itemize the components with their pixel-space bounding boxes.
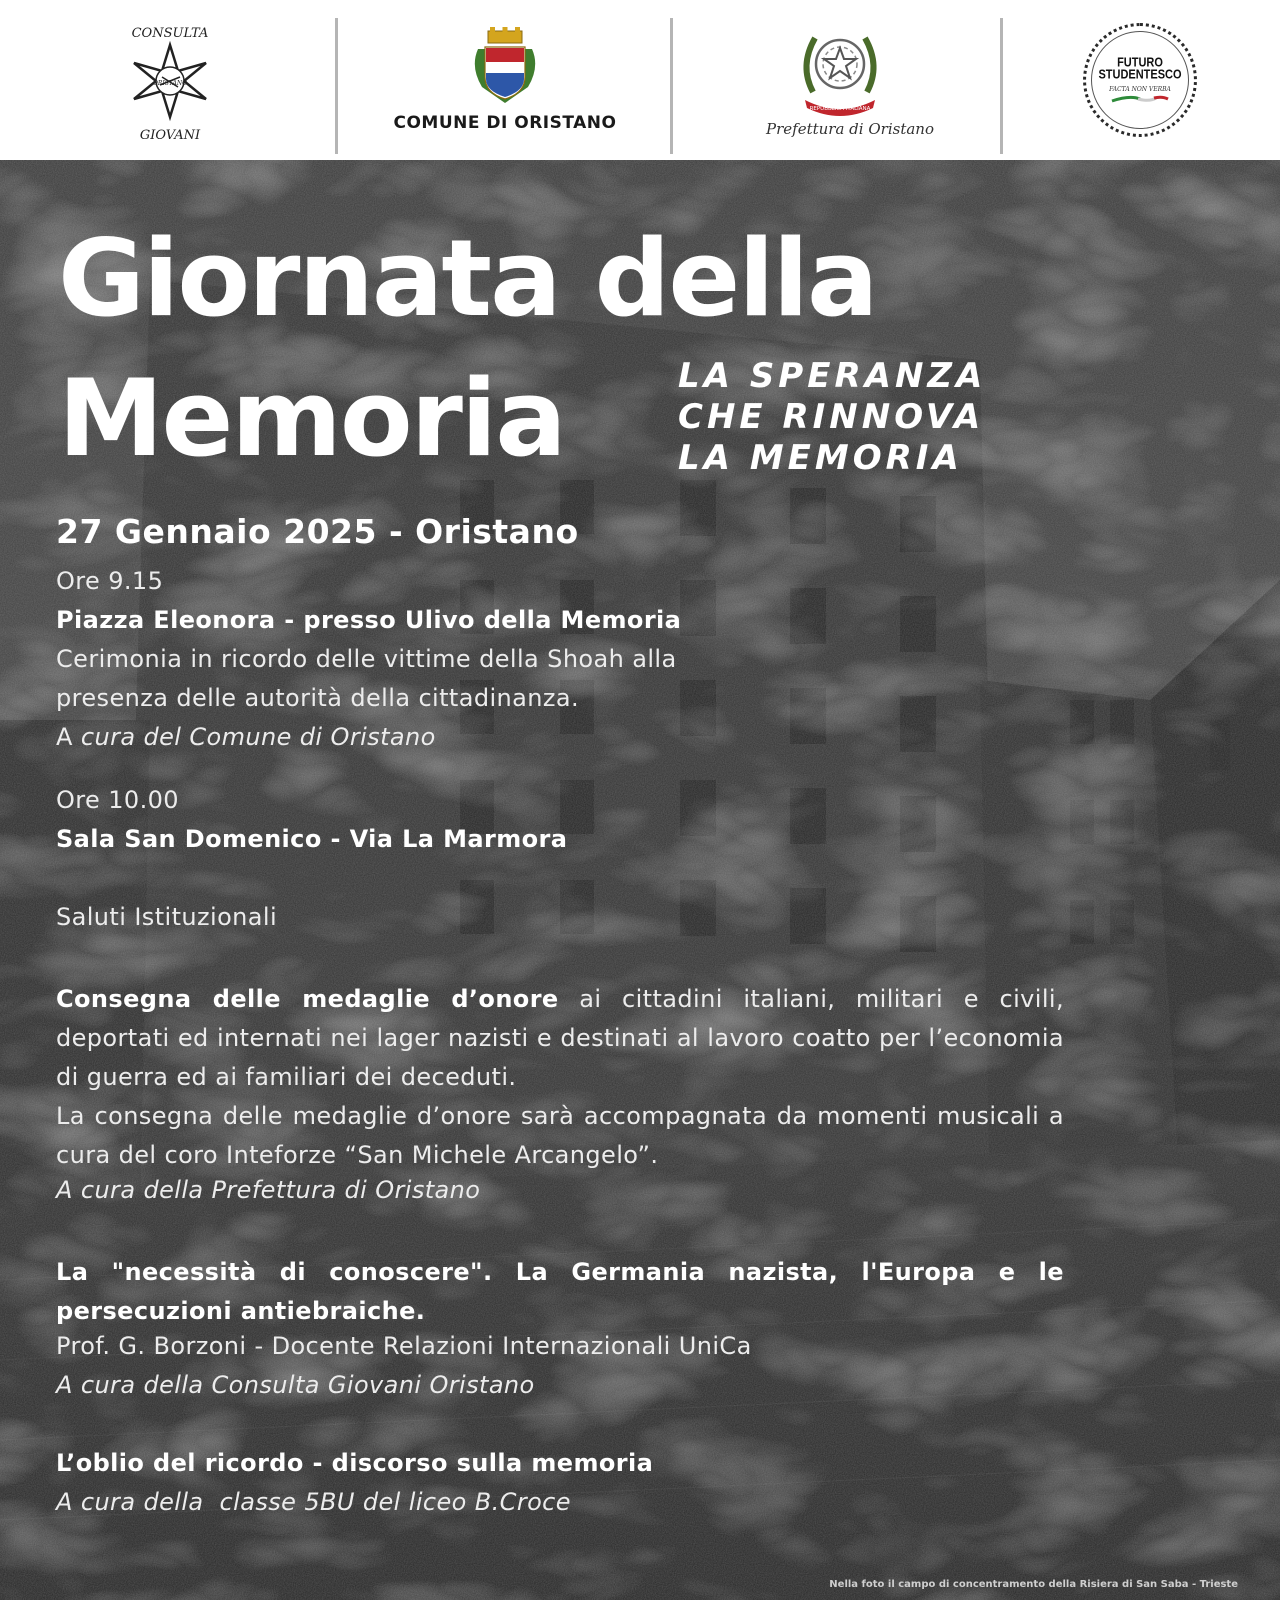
coat-of-arms-icon: [468, 27, 542, 107]
consulta-bottom-text: GIOVANI: [139, 128, 201, 143]
medals-paragraph: [56, 980, 1064, 1097]
consulta-center-text: ORISTANO: [152, 80, 188, 87]
photo-credit: Nella foto il campo di concentramento della Risiera di San Saba - Trieste: [829, 1579, 1238, 1590]
speech-title: L’oblio del ricordo - discorso sulla memoria: [56, 1449, 654, 1477]
medals-rest: ai cittadini italiani, militari e civili, deportati ed internati nei lager nazisti e destinati al lavoro coatto per l’economia di guerra ed ai familiari dei deceduti.: [56, 985, 1064, 1091]
event1-organizer-prefix: A: [56, 723, 81, 751]
choir-paragraph: La consegna delle medaglie d’onore sarà accompagnata da momenti musicali a cura del coro Inteforze “San Michele Arcangelo”.: [56, 1102, 1064, 1169]
title-line1: Giornata della: [58, 217, 877, 340]
comune-name: COMUNE DI ORISTANO: [393, 113, 617, 133]
event1-organizer: [56, 722, 436, 752]
circular-badge-icon: [1083, 23, 1197, 137]
event-date: 27 Gennaio 2025 - Oristano: [56, 512, 579, 551]
subtitle-line3: LA MEMORIA: [678, 438, 963, 478]
event2-time: Ore 10.00: [56, 786, 179, 814]
event1-desc-line2: presenza delle autorità della cittadinanza.: [56, 684, 580, 712]
medals-organizer: A cura della Prefettura di Oristano: [56, 1176, 481, 1204]
futuro-studentesco-logo: [1070, 0, 1210, 160]
tricolor-swoosh-icon: [1110, 95, 1170, 103]
event1-organizer-name: cura del Comune di Oristano: [80, 723, 436, 751]
italian-republic-emblem-icon: [795, 22, 885, 118]
event2-greetings: Saluti Istituzionali: [56, 903, 278, 931]
consulta-top-text: CONSULTA: [131, 26, 209, 41]
event1-time: Ore 9.15: [56, 567, 164, 595]
consulta-giovani-logo: [100, 0, 240, 160]
prefettura-logo: [690, 0, 990, 160]
talk-organizer: A cura della Consulta Giovani Oristano: [56, 1371, 535, 1399]
event2-place: Sala San Domenico - Via La Marmora: [56, 825, 568, 853]
medals-bold: Consegna delle medaglie d’onore: [56, 985, 559, 1013]
star-badge-icon: [110, 15, 230, 145]
subtitle-line1: LA SPERANZA: [678, 356, 987, 396]
talk-title: La "necessità di conoscere". La Germania nazista, l'Europa e le persecuzioni antiebraiche.: [56, 1258, 1064, 1325]
futuro-line2: STUDENTESCO: [1098, 67, 1182, 83]
subtitle: [678, 356, 986, 479]
futuro-line1: FUTURO: [1117, 55, 1163, 71]
futuro-motto: FACTA NON VERBA: [1109, 86, 1171, 93]
title-line2: Memoria: [58, 357, 565, 480]
prefettura-name: Prefettura di Oristano: [766, 120, 934, 138]
poster-content: [0, 160, 1280, 1600]
emblem-ribbon-text: REPUBBLICA ITALIANA: [809, 106, 871, 112]
event1-desc-line1: Cerimonia in ricordo delle vittime della Shoah alla: [56, 645, 677, 673]
header-divider: [670, 18, 673, 154]
logo-header: [0, 0, 1280, 160]
header-divider: [1000, 18, 1003, 154]
comune-oristano-logo: [360, 0, 650, 160]
speech-organizer: A cura della classe 5BU del liceo B.Croce: [56, 1488, 571, 1516]
talk-speaker: Prof. G. Borzoni - Docente Relazioni Internazionali UniCa: [56, 1332, 752, 1360]
subtitle-line2: CHE RINNOVA: [678, 397, 985, 437]
event1-place: Piazza Eleonora - presso Ulivo della Memoria: [56, 606, 682, 634]
header-divider: [335, 18, 338, 154]
